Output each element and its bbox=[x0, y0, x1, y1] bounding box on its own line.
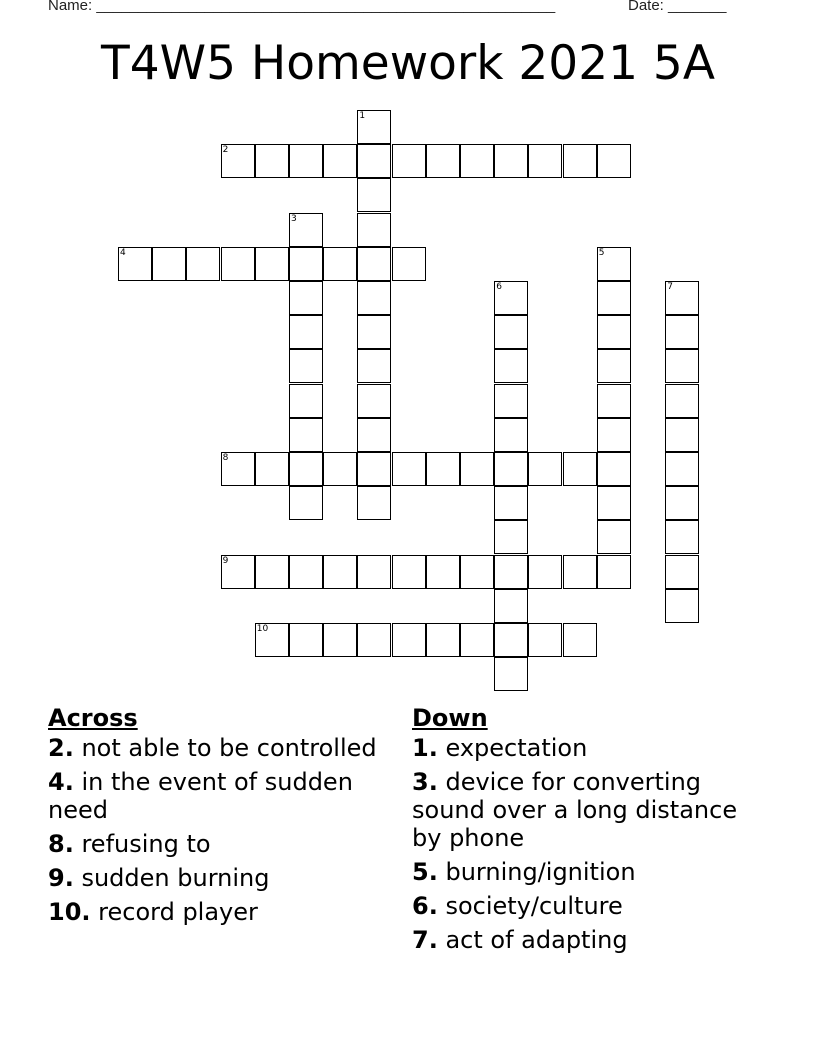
crossword-cell[interactable] bbox=[392, 452, 426, 486]
clue-number: 2 bbox=[222, 145, 229, 156]
clue-number: 9 bbox=[222, 555, 229, 566]
crossword-cell[interactable] bbox=[528, 452, 562, 486]
crossword-cell[interactable] bbox=[665, 281, 699, 315]
crossword-cell[interactable] bbox=[323, 623, 357, 657]
clue-down-1: 1. expectation bbox=[412, 734, 588, 762]
crossword-cell[interactable] bbox=[494, 623, 528, 657]
crossword-cell[interactable] bbox=[426, 144, 460, 178]
crossword-cell[interactable] bbox=[494, 520, 528, 554]
crossword-cell[interactable] bbox=[460, 623, 494, 657]
crossword-cell[interactable] bbox=[289, 213, 323, 247]
crossword-cell[interactable] bbox=[426, 555, 460, 589]
crossword-cell[interactable] bbox=[221, 555, 255, 589]
crossword-cell[interactable] bbox=[357, 486, 391, 520]
crossword-cell[interactable] bbox=[597, 144, 631, 178]
crossword-cell[interactable] bbox=[426, 623, 460, 657]
crossword-cell[interactable] bbox=[357, 349, 391, 383]
crossword-cell[interactable] bbox=[597, 452, 631, 486]
clue-down-7: 7. act of adapting bbox=[412, 926, 628, 954]
crossword-cell[interactable] bbox=[255, 623, 289, 657]
crossword-cell[interactable] bbox=[289, 486, 323, 520]
crossword-cell[interactable] bbox=[494, 349, 528, 383]
crossword-cell[interactable] bbox=[289, 349, 323, 383]
crossword-cell[interactable] bbox=[665, 315, 699, 349]
crossword-cell[interactable] bbox=[563, 555, 597, 589]
crossword-cell[interactable] bbox=[357, 247, 391, 281]
crossword-cell[interactable] bbox=[597, 486, 631, 520]
crossword-cell[interactable] bbox=[426, 452, 460, 486]
down-heading: Down bbox=[412, 704, 488, 732]
crossword-cell[interactable] bbox=[494, 418, 528, 452]
crossword-cell[interactable] bbox=[289, 418, 323, 452]
clue-number: 3 bbox=[291, 213, 297, 224]
crossword-cell[interactable] bbox=[221, 452, 255, 486]
crossword-cell[interactable] bbox=[494, 589, 528, 623]
crossword-cell[interactable] bbox=[289, 281, 323, 315]
crossword-cell[interactable] bbox=[563, 623, 597, 657]
crossword-cell[interactable] bbox=[528, 623, 562, 657]
crossword-cell[interactable] bbox=[665, 589, 699, 623]
date-field-label: Date: _______ bbox=[628, 0, 727, 14]
crossword-cell[interactable] bbox=[665, 418, 699, 452]
clue-down-3: 3. device for converting sound over a long distance by phone bbox=[412, 768, 738, 852]
crossword-cell[interactable] bbox=[118, 247, 152, 281]
page-title: T4W5 Homework 2021 5A bbox=[100, 36, 715, 91]
crossword-cell[interactable] bbox=[597, 247, 631, 281]
clue-number: 6 bbox=[496, 282, 502, 292]
crossword-cell[interactable] bbox=[357, 315, 391, 349]
crossword-cell[interactable] bbox=[494, 315, 528, 349]
crossword-cell[interactable] bbox=[323, 452, 357, 486]
clue-across-4: 4. in the event of sudden need bbox=[48, 768, 353, 824]
crossword-cell[interactable] bbox=[460, 144, 494, 178]
clue-number: 8 bbox=[222, 453, 229, 463]
crossword-cell[interactable] bbox=[460, 555, 494, 589]
across-clues bbox=[48, 704, 388, 932]
clue-across-10: 10. record player bbox=[48, 898, 258, 926]
crossword-cell[interactable] bbox=[357, 281, 391, 315]
clue-number: 7 bbox=[667, 282, 673, 292]
crossword-cell[interactable] bbox=[357, 555, 391, 589]
crossword-cell[interactable] bbox=[289, 144, 323, 178]
crossword-cell[interactable] bbox=[528, 555, 562, 589]
crossword-cell[interactable] bbox=[665, 486, 699, 520]
clue-across-2: 2. not able to be controlled bbox=[48, 734, 377, 762]
crossword-cell[interactable] bbox=[665, 452, 699, 486]
crossword-cell[interactable] bbox=[392, 555, 426, 589]
crossword-cell[interactable] bbox=[357, 384, 391, 418]
crossword-cell[interactable] bbox=[221, 144, 255, 178]
crossword-cell[interactable] bbox=[186, 247, 220, 281]
crossword-cell[interactable] bbox=[289, 623, 323, 657]
crossword-cell[interactable] bbox=[392, 144, 426, 178]
crossword-cell[interactable] bbox=[494, 452, 528, 486]
down-clues bbox=[412, 704, 772, 960]
crossword-cell[interactable] bbox=[494, 281, 528, 315]
crossword-cell[interactable] bbox=[357, 178, 391, 212]
crossword-cell[interactable] bbox=[460, 452, 494, 486]
crossword-cell[interactable] bbox=[392, 623, 426, 657]
clue-number: 10 bbox=[256, 624, 269, 634]
clue-across-9: 9. sudden burning bbox=[48, 864, 270, 892]
crossword-cell[interactable] bbox=[289, 384, 323, 418]
clue-down-6: 6. society/culture bbox=[412, 892, 623, 920]
crossword-cell[interactable] bbox=[665, 555, 699, 589]
crossword-cell[interactable] bbox=[597, 555, 631, 589]
crossword-cell[interactable] bbox=[597, 349, 631, 383]
crossword-cell[interactable] bbox=[528, 144, 562, 178]
crossword-cell[interactable] bbox=[357, 144, 391, 178]
crossword-cell[interactable] bbox=[357, 213, 391, 247]
crossword-cell[interactable] bbox=[255, 555, 289, 589]
crossword-cell[interactable] bbox=[597, 281, 631, 315]
crossword-cell[interactable] bbox=[289, 315, 323, 349]
crossword-cell[interactable] bbox=[255, 144, 289, 178]
clue-number: 5 bbox=[598, 247, 605, 258]
crossword-cell[interactable] bbox=[323, 555, 357, 589]
crossword-cell[interactable] bbox=[255, 452, 289, 486]
clue-down-5: 5. burning/ignition bbox=[412, 858, 636, 886]
crossword-cell[interactable] bbox=[221, 247, 255, 281]
crossword-cell[interactable] bbox=[357, 418, 391, 452]
crossword-cell[interactable] bbox=[494, 555, 528, 589]
crossword-cell[interactable] bbox=[323, 247, 357, 281]
crossword-cell[interactable] bbox=[392, 247, 426, 281]
crossword-cell[interactable] bbox=[494, 144, 528, 178]
crossword-cell[interactable] bbox=[289, 247, 323, 281]
crossword-cell[interactable] bbox=[357, 110, 391, 144]
clue-number: 4 bbox=[120, 247, 126, 258]
clue-across-8: 8. refusing to bbox=[48, 830, 211, 858]
crossword-cell[interactable] bbox=[665, 520, 699, 554]
crossword-cell[interactable] bbox=[494, 384, 528, 418]
crossword-cell[interactable] bbox=[665, 349, 699, 383]
name-field-label: Name: _______________________________________________________ bbox=[48, 0, 556, 14]
crossword-cell[interactable] bbox=[494, 657, 528, 691]
crossword-cell[interactable] bbox=[597, 418, 631, 452]
clue-number: 1 bbox=[359, 111, 366, 121]
crossword-cell[interactable] bbox=[597, 315, 631, 349]
crossword-cell[interactable] bbox=[597, 384, 631, 418]
crossword-cell[interactable] bbox=[494, 486, 528, 520]
crossword-cell[interactable] bbox=[255, 247, 289, 281]
crossword-cell[interactable] bbox=[597, 520, 631, 554]
across-heading: Across bbox=[48, 704, 138, 732]
crossword-cell[interactable] bbox=[289, 452, 323, 486]
crossword-cell[interactable] bbox=[563, 144, 597, 178]
crossword-cell[interactable] bbox=[152, 247, 186, 281]
crossword-cell[interactable] bbox=[357, 623, 391, 657]
crossword-cell[interactable] bbox=[357, 452, 391, 486]
crossword-cell[interactable] bbox=[665, 384, 699, 418]
crossword-cell[interactable] bbox=[323, 144, 357, 178]
crossword-cell[interactable] bbox=[563, 452, 597, 486]
crossword-cell[interactable] bbox=[289, 555, 323, 589]
